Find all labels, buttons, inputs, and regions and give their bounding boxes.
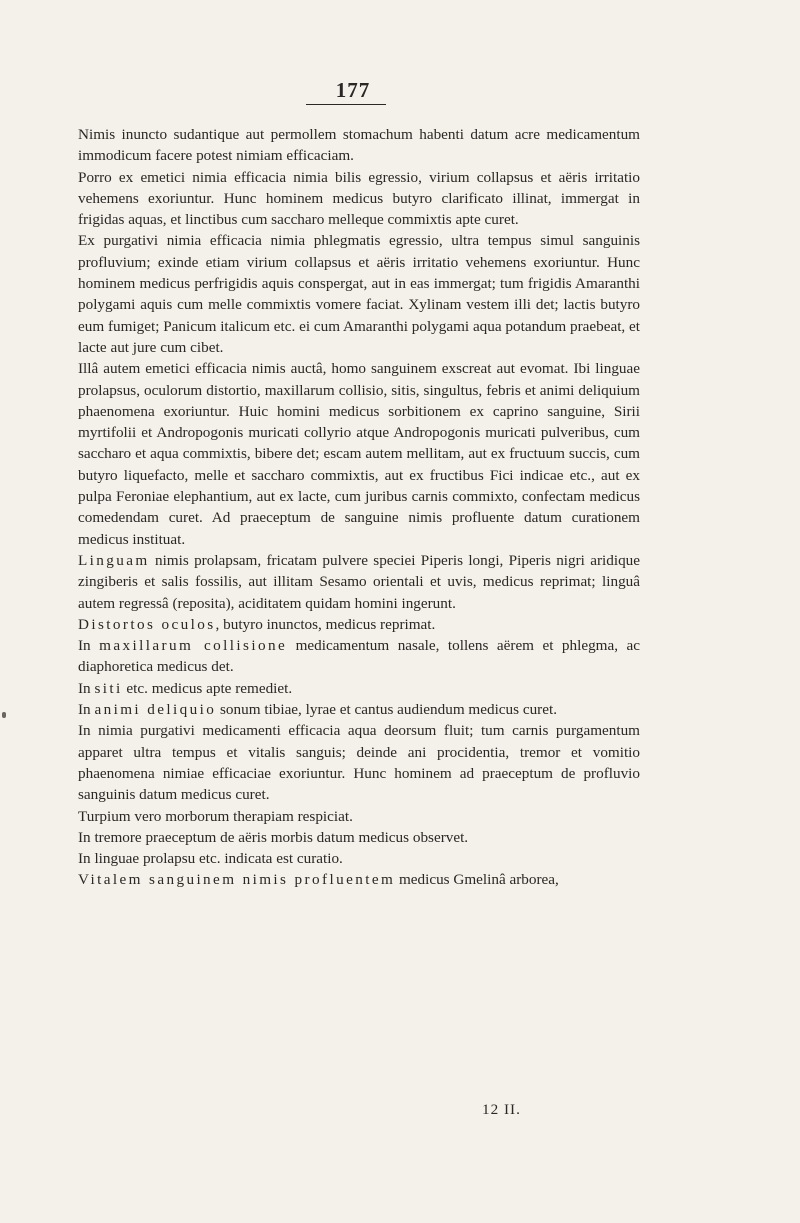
signature-mark: 12 II. [482, 1101, 521, 1118]
body-text [78, 124, 640, 891]
spaced-term: animi deliquio [94, 701, 217, 719]
paragraph: Ex purgativi nimia efficacia nimia phlegmatis egressio, ultra tempus simul sanguinis profluvium; exinde etiam virium collapsus et aëris irritatio vehemens exoriuntur. Hunc hominem medicus perfrigidis aquis conspergat, aut in eas immergat; tum frigidis Amaranthi polygami aquis cum melle commixtis vomere faciat. Xylinam vestem illi det; lactis butyro eum fumiget; Panicum italicum etc. ei cum Amaranthi polygami aqua potandum praebeat, et lacte aut jure cum cibet. [78, 232, 640, 356]
spaced-term: maxillarum collisione [99, 637, 288, 655]
paragraph: In maxillarum collisione medicamentum nasale, tollens aërem et phlegma, ac diaphoretica medicus det. [78, 637, 640, 676]
paragraph: Vitalem sanguinem nimis profluentem medicus Gmelinâ arborea, [78, 871, 559, 889]
spaced-term: siti [94, 679, 123, 697]
paragraph: Porro ex emetici nimia efficacia nimia bilis egressio, virium collapsus et aëris irritatio vehemens exoriuntur. Hunc hominem medicus butyro clarificato illinat, immergat in frigidas aquas, et linctibus cum saccharo melleque commixtis apte curet. [78, 168, 640, 229]
spaced-term: Distortos oculos [78, 615, 216, 633]
paragraph: Turpium vero morborum therapiam respiciat. [78, 807, 353, 825]
header-rule [306, 104, 386, 105]
paragraph: Linguam nimis prolapsam, fricatam pulvere speciei Piperis longi, Piperis nigri aridique zingiberis et salis fossilis, aut illitam Sesamo orientali et uvis, medicus reprimat; linguâ autem regressâ (reposita), aciditatem quidam homini ingerunt. [78, 551, 640, 612]
spaced-term: Vitalem sanguinem nimis profluentem [78, 871, 396, 889]
paragraph: In nimia purgativi medicamenti efficacia aqua deorsum fluit; tum carnis purgamentum apparet ultra tempus et vitalis sanguis; deinde ani procidentia, tremor et vomitio phaenomena nimiae efficaciae exoriuntur. Hunc hominem ad praeceptum de profluvio sanguinis datum medicus curet. [78, 722, 640, 804]
paragraph: In siti etc. medicus apte remediet. [78, 679, 293, 697]
spaced-term: Linguam [78, 551, 150, 569]
paragraph: In linguae prolapsu etc. indicata est curatio. [78, 850, 343, 868]
margin-mark [2, 712, 6, 718]
paragraph: Illâ autem emetici efficacia nimis auctâ, homo sanguinem exscreat aut evomat. Ibi linguae prolapsus, oculorum distortio, maxillarum collisio, sitis, singultus, febris et animi deliquium phaenomena exoriuntur. Huic homini medicus sorbitionem ex caprino sanguine, Sirii myrtifolii et Andropogonis muricati collyrio atque Andropogonis muricati pulveribus, cum saccharo et aqua commixtis, bibere det; escam autem mellitam, aut ex fructuum succis, cum butyro liquefacto, melle et saccharo commixtis, aut ex fructibus Fici indicae etc., aut ex pulpa Feroniae elephantium, aut ex lacte, cum juribus carnis commixto, confectam medicus comedendam curet. Ad praeceptum de sanguine nimis profluente datum curationem medicus instituat. [78, 360, 640, 548]
paragraph: In animi deliquio sonum tibiae, lyrae et cantus audiendum medicus curet. [78, 701, 557, 719]
paragraph: Nimis inuncto sudantique aut permollem stomachum habenti datum acre medicamentum immodicum facere potest nimiam efficaciam. [78, 126, 640, 165]
page-number: 177 [335, 78, 371, 102]
paragraph: In tremore praeceptum de aëris morbis datum medicus observet. [78, 828, 469, 846]
paragraph: Distortos oculos, butyro inunctos, medicus reprimat. [78, 615, 436, 633]
